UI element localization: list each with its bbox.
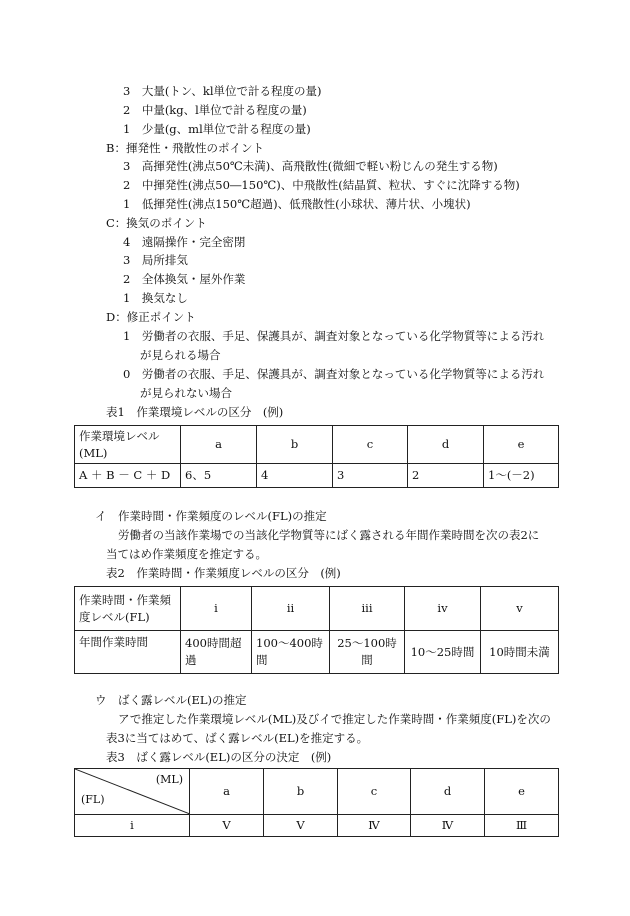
correction-heading: D：修正ポイント [106,310,196,324]
table2-cell: 10時間未満 [481,631,559,674]
ventilation-level-1: 1 換気なし [123,291,188,305]
table2-cell: 25～100時間 [330,631,405,674]
table3-col-b: b [264,769,338,815]
correction-1-line1: 1 労働者の衣服、手足、保護具が、調査対象となっている化学物質等による汚れ [123,329,545,343]
correction-0-line2: が見られない場合 [140,386,232,400]
table3-col-e: e [485,769,559,815]
ventilation-level-4: 4 遠隔操作・完全密閉 [123,235,246,249]
table3-col-a: a [190,769,264,815]
volatility-level-1: 1 低揮発性(沸点150℃超過)、低飛散性(小球状、薄片状、小塊状) [123,197,471,211]
table1-header-label: 作業環境レベル (ML) [75,426,181,464]
table1-cell: 3 [333,464,408,488]
table1-cell: 1～(－2) [484,464,559,488]
amount-level-3: 3 大量(トン、kl単位で計る程度の量) [123,84,322,98]
table3-cell: Ⅴ [264,815,338,837]
table1-col-c: c [333,426,408,464]
work-environment-level-table [74,425,559,488]
table2-row-label: 年間作業時間 [75,631,181,674]
amount-level-2: 2 中量(kg、l単位で計る程度の量) [123,103,307,117]
table3-cell: Ⅴ [190,815,264,837]
table2-col-i: i [181,587,252,631]
table3-corner-ml: (ML) [155,773,183,786]
exposure-level-table [74,768,559,837]
table1-col-e: e [484,426,559,464]
table1-caption: 表1 作業環境レベルの区分 (例) [106,405,284,419]
table1-col-b: b [257,426,333,464]
ventilation-heading: C：換気のポイント [106,216,207,230]
ventilation-level-2: 2 全体換気・屋外作業 [123,272,246,286]
table3-row-label: i [75,815,190,837]
volatility-heading: B：揮発性・飛散性のポイント [106,141,264,155]
table1-row-label: A ＋ B － C ＋ D [75,464,181,488]
table3-cell: Ⅳ [411,815,485,837]
table2-col-iv: iv [405,587,481,631]
table1-col-d: d [408,426,484,464]
section-u-para-line2: 表3に当てはめて、ばく露レベル(EL)を推定する。 [106,731,369,745]
section-i-para-line2: 当てはめ作業頻度を推定する。 [106,547,267,561]
table1-col-a: a [181,426,257,464]
table1-cell: 6、5 [181,464,257,488]
table1-cell: 4 [257,464,333,488]
table3-col-c: c [338,769,411,815]
correction-1-line2: が見られる場合 [140,348,221,362]
table2-header-label: 作業時間・作業頻 度レベル(FL) [75,587,181,631]
table2-cell: 100～400時 間 [252,631,330,674]
table3-corner-cell [75,769,190,815]
table3-caption: 表3 ばく露レベル(EL)の区分の決定 (例) [106,750,332,764]
table3-corner-fl: (FL) [81,793,105,806]
volatility-level-3: 3 高揮発性(沸点50℃未満)、高飛散性(微細で軽い粉じんの発生する物) [123,159,498,173]
table3-col-d: d [411,769,485,815]
table2-col-ii: ii [252,587,330,631]
section-u-heading: ウ ばく露レベル(EL)の推定 [95,693,247,707]
section-i-para-line1: 労働者の当該作業場での当該化学物質等にばく露される年間作業時間を次の表2に [118,528,540,542]
volatility-level-2: 2 中揮発性(沸点50―150℃)、中飛散性(結晶質、粒状、すぐに沈降する物) [123,178,520,192]
correction-0-line1: 0 労働者の衣服、手足、保護具が、調査対象となっている化学物質等による汚れ [123,367,545,381]
amount-level-1: 1 少量(g、ml単位で計る程度の量) [123,122,311,136]
table2-col-v: v [481,587,559,631]
section-i-heading: イ 作業時間・作業頻度のレベル(FL)の推定 [95,509,327,523]
table2-cell: 400時間超 過 [181,631,252,674]
table2-caption: 表2 作業時間・作業頻度レベルの区分 (例) [106,566,341,580]
table2-col-iii: iii [330,587,405,631]
table3-cell: Ⅲ [485,815,559,837]
table3-cell: Ⅳ [338,815,411,837]
table2-cell: 10～25時間 [405,631,481,674]
section-u-para-line1: アで推定した作業環境レベル(ML)及びイで推定した作業時間・作業頻度(FL)を次の [118,712,551,726]
work-frequency-level-table [74,586,559,674]
ventilation-level-3: 3 局所排気 [123,253,188,267]
table1-cell: 2 [408,464,484,488]
